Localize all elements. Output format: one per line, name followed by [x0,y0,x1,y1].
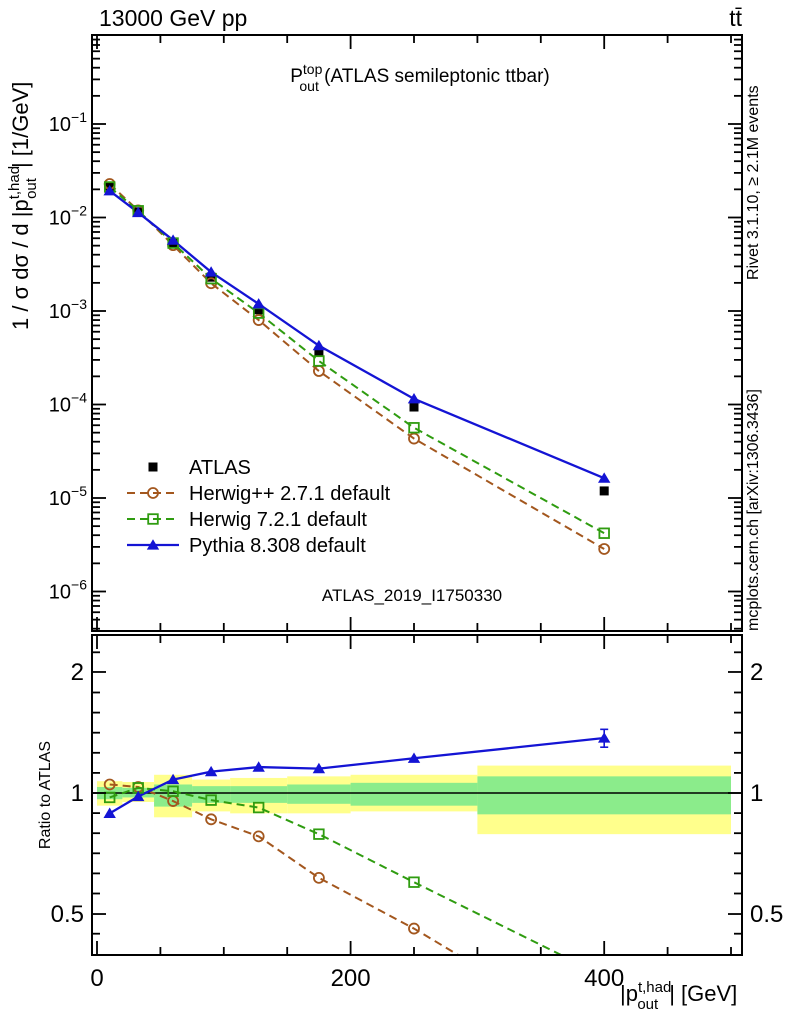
herwig7-ratio-marker [409,877,419,887]
atlas-legend-marker [149,463,158,472]
main-y-axis-label: 1 / σ dσ / d $|p^{t,had}out|$ [1/GeV] [6,81,40,330]
ratio-tick-label-right: 2 [750,658,764,686]
ratio-y-axis-label: Ratio to ATLAS [37,740,54,850]
atlas-legend-label: ATLAS [189,457,251,479]
herwig7-legend-label: Herwig 7.2.1 default [189,509,367,531]
legend [127,457,391,557]
y-axis-decade-label: $10^{-3}$ [48,296,87,323]
ratio-tick-label-left: 0.5 [50,901,84,929]
x-tick-label: 200 [330,965,371,992]
x-axis-label: $|p^{t,had}$ out | [GeV] [620,979,738,1013]
green-uncertainty-band [351,783,478,806]
plot-title: $P^{top}$ out (ATLAS semileptonic ttbar) [290,61,550,94]
green-uncertainty-band [477,776,731,814]
x-tick-label: 0 [90,965,104,992]
herwigpp-legend-label: Herwig++ 2.7.1 default [189,483,391,505]
atlas-marker [410,403,419,412]
herwig7-ratio-marker [314,829,324,839]
herwigpp-ratio-marker [314,873,324,883]
mcplots-arxiv-note: mcplots.cern.ch [arXiv:1306.3436] [745,389,762,631]
rivet-version-note: Rivet 3.1.10, ≥ 2.1M events [745,85,762,280]
ratio-tick-label-left: 2 [70,658,84,686]
y-axis-decade-label: $10^{-6}$ [48,576,87,604]
pythia-legend-label: Pythia 8.308 default [189,535,366,557]
y-axis-decade-label: $10^{-5}$ [48,483,87,510]
beam-energy-label: 13000 GeV pp [99,5,248,31]
pythia-line [110,191,605,478]
pythia-ratio-marker [103,808,115,818]
atlas-marker [600,486,609,495]
pythia-marker [408,393,420,403]
process-label: tt̄ [729,5,742,31]
ratio-tick-label-right: 1 [750,780,764,807]
analysis-id-watermark: ATLAS_2019_I1750330 [321,586,503,605]
axis-tick-labels-layer [49,109,784,992]
y-axis-decade-label: $10^{-1}$ [48,109,87,136]
ratio-tick-label-right: 0.5 [750,901,784,929]
green-uncertainty-band [287,784,350,803]
x-tick-label: 400 [584,965,625,992]
y-axis-decade-label: $10^{-2}$ [48,202,87,230]
green-uncertainty-band [230,786,287,803]
herwig7-line [110,187,605,533]
herwig7-marker [599,528,609,538]
ratio-tick-label-left: 1 [70,780,84,807]
y-axis-decade-label: $10^{-4}$ [48,389,87,417]
